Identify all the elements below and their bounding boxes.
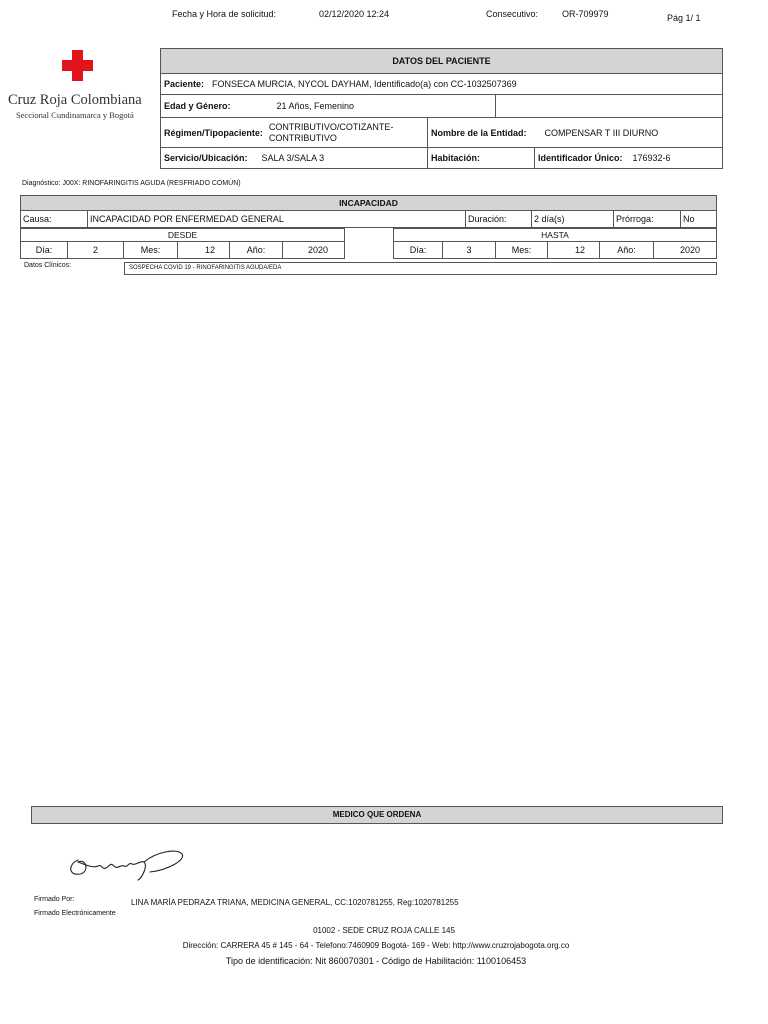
logo-subtitle: Seccional Cundinamarca y Bogotá bbox=[16, 110, 134, 120]
age-gender-label: Edad y Género: bbox=[164, 101, 231, 111]
regimen-cell bbox=[161, 118, 427, 147]
datos-clinicos-value: SOSPECHA COVID 19 - RINOFARINGITIS AGUDA/EDA bbox=[129, 265, 282, 271]
hasta-ano-label: Año: bbox=[599, 242, 653, 258]
page-number: Pág 1/ 1 bbox=[667, 13, 701, 23]
desde-mes-label: Mes: bbox=[123, 242, 177, 258]
footer-tipo: Tipo de identificación: Nit 860070301 - Código de Habilitación: 1100106453 bbox=[225, 956, 527, 966]
desde-row bbox=[20, 242, 345, 259]
footer-sede: 01002 - SEDE CRUZ ROJA CALLE 145 bbox=[313, 926, 455, 935]
causa-value: INCAPACIDAD POR ENFERMEDAD GENERAL bbox=[87, 211, 284, 227]
duracion-label: Duración: bbox=[465, 211, 507, 227]
regimen-label: Régimen/Tipopaciente: bbox=[164, 127, 263, 138]
signature-icon bbox=[64, 844, 188, 884]
habitacion-cell bbox=[427, 148, 534, 168]
entidad-label: Nombre de la Entidad: bbox=[431, 127, 527, 138]
duracion-value: 2 día(s) bbox=[531, 211, 565, 227]
logo-name: Cruz Roja Colombiana bbox=[8, 92, 142, 108]
patient-section-title: DATOS DEL PACIENTE bbox=[161, 49, 722, 73]
hasta-dia-label: Día: bbox=[409, 245, 427, 255]
entidad-value: COMPENSAR T III DIURNO bbox=[544, 127, 659, 138]
identificador-cell bbox=[534, 148, 722, 168]
hasta-ano-value: 2020 bbox=[653, 242, 717, 258]
request-date-label: Fecha y Hora de solicitud: bbox=[172, 9, 277, 19]
hasta-mes-value: 12 bbox=[547, 242, 599, 258]
consecutive-value: OR-709979 bbox=[562, 9, 609, 19]
medico-title: MEDICO QUE ORDENA bbox=[332, 810, 422, 819]
consecutive-label: Consecutivo: bbox=[486, 9, 539, 19]
patient-label: Paciente: bbox=[164, 79, 205, 89]
firmado-por-label: Firmado Por: bbox=[34, 896, 75, 903]
regimen-value-1: CONTRIBUTIVO/COTIZANTE- bbox=[268, 121, 394, 132]
patient-value: FONSECA MURCIA, NYCOL DAYHAM, Identificado(a) con CC-1032507369 bbox=[212, 79, 517, 89]
patient-row bbox=[161, 74, 722, 94]
age-gender-value: 21 Años, Femenino bbox=[276, 101, 355, 111]
prorroga-value: No bbox=[680, 211, 695, 227]
incapacidad-title: INCAPACIDAD bbox=[21, 196, 716, 210]
hasta-title: HASTA bbox=[541, 230, 569, 240]
empty-cell bbox=[495, 95, 722, 117]
hasta-title-bar bbox=[393, 228, 717, 242]
request-date-value: 02/12/2020 12:24 bbox=[319, 9, 390, 19]
desde-ano-value: 2020 bbox=[282, 242, 345, 258]
causa-row bbox=[20, 211, 717, 228]
desde-title-bar bbox=[20, 228, 345, 242]
desde-dia-value: 2 bbox=[67, 242, 123, 258]
servicio-value: SALA 3/SALA 3 bbox=[261, 153, 325, 163]
desde-dia-label: Día: bbox=[35, 245, 53, 255]
desde-title: DESDE bbox=[167, 230, 198, 240]
age-gender-cell bbox=[161, 95, 495, 117]
incapacidad-title-bar bbox=[20, 195, 717, 211]
identificador-label: Identificador Único: bbox=[538, 153, 623, 163]
medico-title-bar bbox=[31, 806, 723, 824]
desde-mes-value: 12 bbox=[177, 242, 229, 258]
causa-label: Causa: bbox=[23, 214, 52, 224]
doctor-info: LINA MARÍA PEDRAZA TRIANA, MEDICINA GENERAL, CC:1020781255, Reg:1020781255 bbox=[131, 898, 459, 907]
patient-data-table bbox=[160, 48, 723, 169]
footer-direccion: Dirección: CARRERA 45 # 145 - 64 - Telefono:7460909 Bogotá- 169 - Web: http://www.cruzrojabogota.org.co bbox=[182, 941, 570, 950]
hasta-row bbox=[393, 242, 717, 259]
firmado-electronicamente-label: Firmado Electrónicamente bbox=[34, 910, 116, 917]
entidad-cell bbox=[427, 118, 722, 147]
regimen-value-2: CONTRIBUTIVO bbox=[268, 132, 337, 143]
diagnosis: Diagnóstico: J00X: RINOFARINGITIS AGUDA (RESFRIADO COMÚN) bbox=[22, 180, 241, 187]
datos-clinicos-box bbox=[124, 262, 717, 275]
identificador-value: 176932-6 bbox=[632, 153, 671, 163]
hasta-dia-value: 3 bbox=[442, 242, 495, 258]
desde-ano-label: Año: bbox=[229, 242, 282, 258]
hasta-mes-label: Mes: bbox=[495, 242, 547, 258]
prorroga-label: Prórroga: bbox=[613, 211, 654, 227]
servicio-label: Servicio/Ubicación: bbox=[164, 153, 248, 163]
servicio-cell bbox=[161, 148, 427, 168]
datos-clinicos-label: Datos Clínicos: bbox=[24, 262, 72, 269]
habitacion-label: Habitación: bbox=[431, 153, 481, 163]
